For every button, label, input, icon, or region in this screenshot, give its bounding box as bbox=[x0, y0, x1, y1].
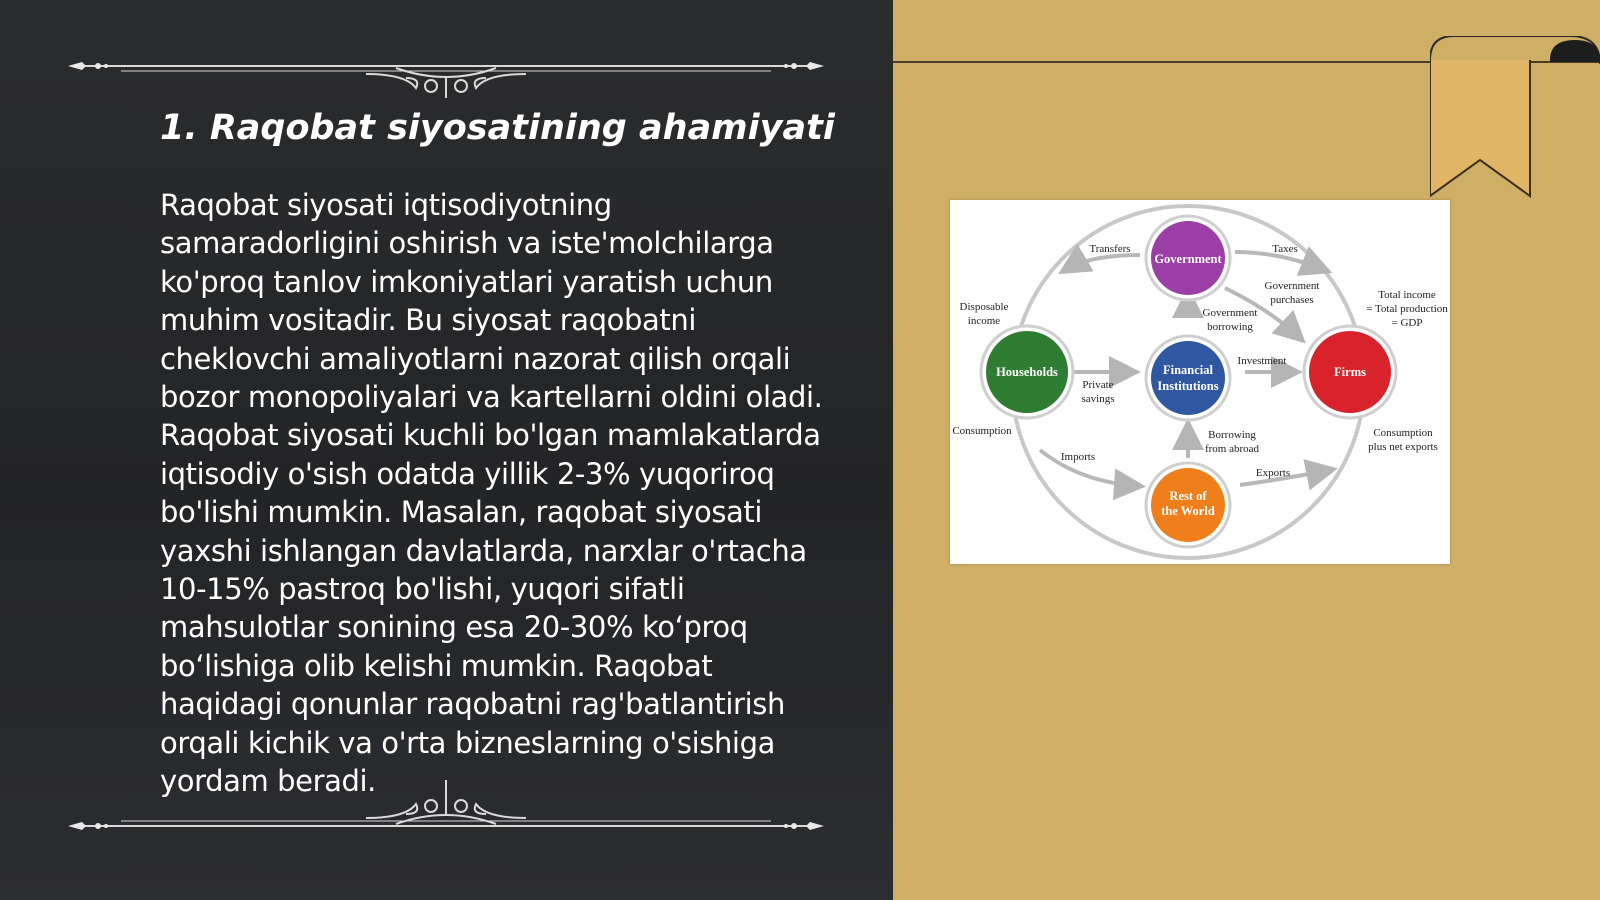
private-savings-label-2: savings bbox=[1081, 393, 1115, 405]
financial-label-2: Institutions bbox=[1157, 379, 1219, 393]
government-label: Government bbox=[1154, 252, 1222, 266]
gov-borrowing-label-1: Government bbox=[1202, 307, 1258, 319]
total-income-label-2: = Total production bbox=[1366, 303, 1448, 315]
gov-borrowing-label-2: borrowing bbox=[1207, 321, 1253, 333]
transfers-label: Transfers bbox=[1089, 243, 1131, 255]
financial-institutions-node bbox=[1146, 336, 1230, 420]
investment-label: Investment bbox=[1237, 355, 1287, 367]
circular-flow-diagram bbox=[950, 200, 1450, 564]
disposable-label-1: Disposable bbox=[959, 301, 1009, 313]
financial-label-1: Financial bbox=[1162, 363, 1214, 377]
gov-purchases-label-2: purchases bbox=[1270, 294, 1314, 306]
total-income-label-3: = GDP bbox=[1391, 317, 1423, 329]
slide-title: 1. Raqobat siyosatining ahamiyati bbox=[160, 108, 835, 148]
consumption-net-exports-label-2: plus net exports bbox=[1368, 441, 1438, 453]
households-label: Households bbox=[996, 365, 1058, 379]
total-income-label-1: Total income bbox=[1378, 289, 1436, 301]
households-node bbox=[981, 326, 1073, 418]
consumption-net-exports-label-1: Consumption bbox=[1373, 427, 1433, 439]
row-label-2: the World bbox=[1161, 504, 1215, 518]
borrowing-abroad-label-2: from abroad bbox=[1204, 443, 1260, 455]
firms-node bbox=[1304, 326, 1396, 418]
imports-label: Imports bbox=[1060, 451, 1096, 463]
gov-purchases-label-1: Government bbox=[1264, 280, 1320, 292]
exports-label: Exports bbox=[1255, 467, 1291, 479]
firms-label: Firms bbox=[1334, 365, 1366, 379]
row-label-1: Rest of bbox=[1169, 489, 1207, 503]
rest-of-world-node bbox=[1146, 463, 1230, 547]
slide-body-text: Raqobat siyosati iqtisodiyotning samaradorligini oshirish va iste'molchilarga ko'proq tanlov imkoniyatlari yaratish uchun muhim vositadir. Bu siyosat raqobatni cheklovchi amaliyotlarni nazorat qilish orqali bozor monopoliyalari va kartellarni oldini oladi. Raqobat siyosati kuchli bo'lgan mamlakatlarda iqtisodiy o'sish odatda yillik 2-3% yuqoriroq bo'lishi mumkin. Masalan, raqobat siyosati yaxshi ishlangan davlatlarda, narxlar o'rtacha 10-15% pastroq bo'lishi, yuqori sifatli mahsulotlar sonining esa 20-30% koʻproq boʻlishiga olib kelishi mumkin. Raqobat haqidagi qonunlar raqobatni rag'batlantirish orqali kichik va o'rta bizneslarning o'sishiga yordam beradi. bbox=[160, 188, 823, 799]
bookmark-ribbon-icon bbox=[1430, 36, 1600, 201]
government-node bbox=[1146, 216, 1230, 300]
disposable-label-2: income bbox=[967, 315, 1001, 327]
taxes-label: Taxes bbox=[1272, 243, 1298, 255]
top-ornament-divider bbox=[66, 38, 826, 98]
consumption-label: Consumption bbox=[952, 425, 1012, 437]
financial-circle bbox=[1151, 341, 1225, 415]
borrowing-abroad-label-1: Borrowing bbox=[1208, 429, 1256, 441]
private-savings-label-1: Private bbox=[1082, 379, 1114, 391]
